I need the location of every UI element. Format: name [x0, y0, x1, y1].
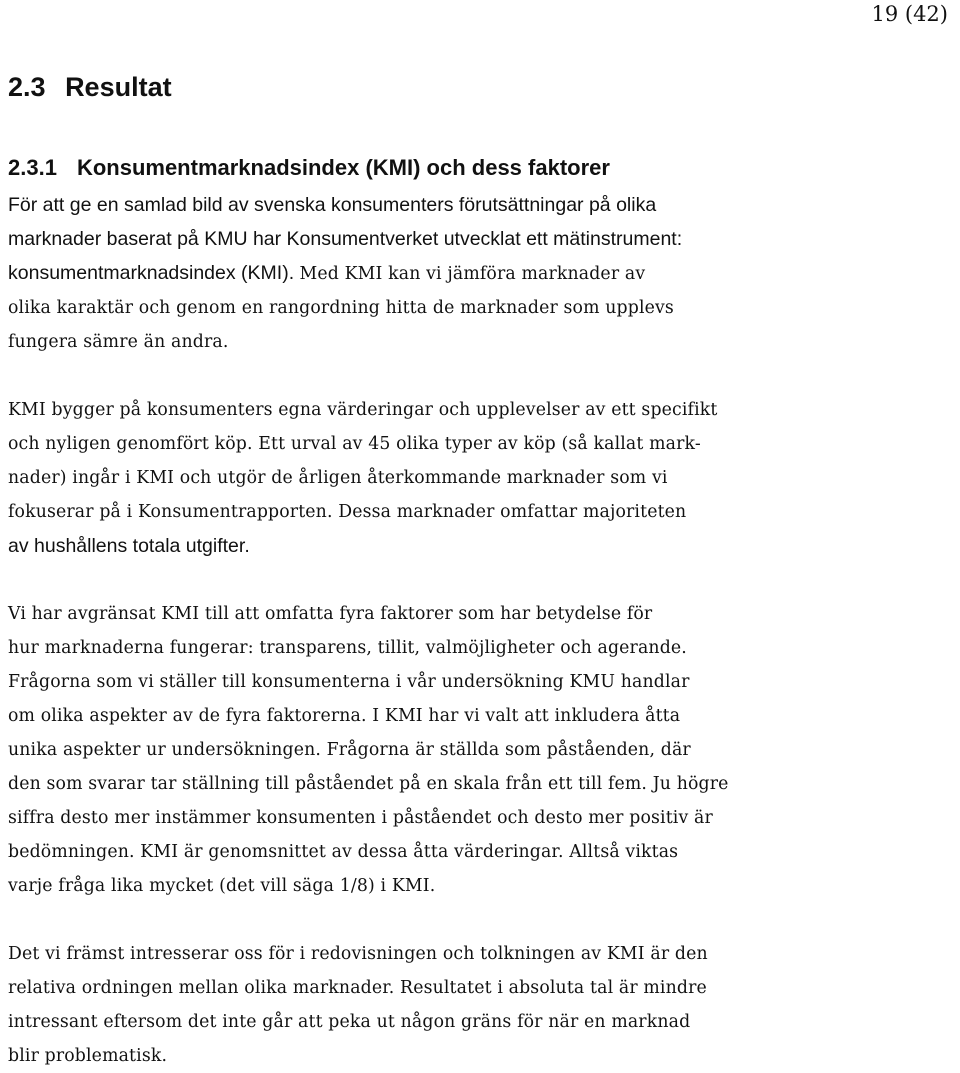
paragraph-kmi-intro	[8, 188, 953, 359]
text-line: intressant eftersom det inte går att peka ut någon gräns för när en marknad	[8, 1012, 691, 1032]
subsection-title: Konsumentmarknadsindex (KMI) och dess faktorer	[76, 155, 610, 180]
text-segment: KMI är genomsnittet av dessa åtta värderingar.	[140, 842, 570, 862]
text-line: fungera sämre än andra.	[8, 332, 229, 352]
paragraph-kmi-factors	[8, 597, 953, 903]
text-segment: den som svarar tar ställning till påståendet på en skala från ett till fem.	[8, 774, 653, 794]
text-segment: Ju högre	[652, 774, 729, 794]
text-line: hur marknaderna fungerar: transparens, tillit, valmöjligheter och agerande.	[8, 638, 687, 658]
text-segment: Alltså viktas	[569, 842, 679, 862]
text-segment: konsumentmarknadsindex (KMI).	[8, 262, 300, 284]
text-line: För att ge en samlad bild av svenska konsumenters förutsättningar på olika	[8, 194, 657, 216]
text-line: nader) ingår i KMI och utgör de årligen återkommande marknader som vi	[8, 468, 668, 488]
text-line: olika karaktär och genom en rangordning hitta de marknader som upplevs	[8, 298, 674, 318]
subsection-number: 2.3.1	[8, 155, 57, 180]
text-line: Det vi främst intresserar oss för i redovisningen och tolkningen av KMI är den	[8, 944, 708, 964]
text-line	[8, 256, 953, 291]
text-segment: Resultatet i absoluta tal är mindre	[400, 978, 707, 998]
text-segment: och nyligen genomfört köp.	[8, 434, 259, 454]
text-segment: Frågorna är ställda som påståenden, där	[326, 740, 691, 760]
text-line	[8, 767, 953, 801]
subsection-heading	[8, 153, 610, 183]
text-line: av hushållens totala utgifter.	[8, 535, 250, 557]
section-title: Resultat	[65, 72, 172, 102]
text-line: siffra desto mer instämmer konsumenten i påståendet och desto mer positiv är	[8, 808, 713, 828]
paragraph-kmi-basis	[8, 393, 953, 563]
text-line	[8, 733, 953, 767]
text-line: marknader baserat på KMU har Konsumentverket utvecklat ett mätinstrument:	[8, 228, 683, 250]
text-line	[8, 495, 953, 529]
text-line: Frågorna som vi ställer till konsumenterna i vår undersökning KMU handlar	[8, 672, 690, 692]
text-line	[8, 835, 953, 869]
text-segment: relativa ordningen mellan olika marknader.	[8, 978, 401, 998]
page-number: 19 (42)	[871, 2, 948, 26]
text-line	[8, 427, 953, 461]
section-number: 2.3	[8, 72, 46, 102]
text-segment: om olika aspekter av de fyra faktorerna.	[8, 706, 373, 726]
text-segment: fokuserar på i Konsumentrapporten.	[8, 502, 339, 522]
text-line: KMI bygger på konsumenters egna värderingar och upplevelser av ett specifikt	[8, 400, 718, 420]
text-line	[8, 971, 953, 1005]
text-segment: I KMI har vi valt att inkludera åtta	[372, 706, 681, 726]
text-segment: Med KMI kan vi jämföra marknader av	[299, 264, 646, 284]
text-segment: unika aspekter ur undersökningen.	[8, 740, 327, 760]
text-segment: Ett urval av 45 olika typer av köp (så kallat mark-	[258, 434, 701, 454]
text-line	[8, 699, 953, 733]
text-line: blir problematisk.	[8, 1046, 168, 1066]
text-line: Vi har avgränsat KMI till att omfatta fyra faktorer som har betydelse för	[8, 604, 653, 624]
paragraph-kmi-interpretation	[8, 937, 953, 1073]
text-segment: bedömningen.	[8, 842, 141, 862]
text-segment: Dessa marknader omfattar majoriteten	[338, 502, 687, 522]
text-line: varje fråga lika mycket (det vill säga 1/8) i KMI.	[8, 876, 436, 896]
section-heading	[8, 70, 172, 104]
